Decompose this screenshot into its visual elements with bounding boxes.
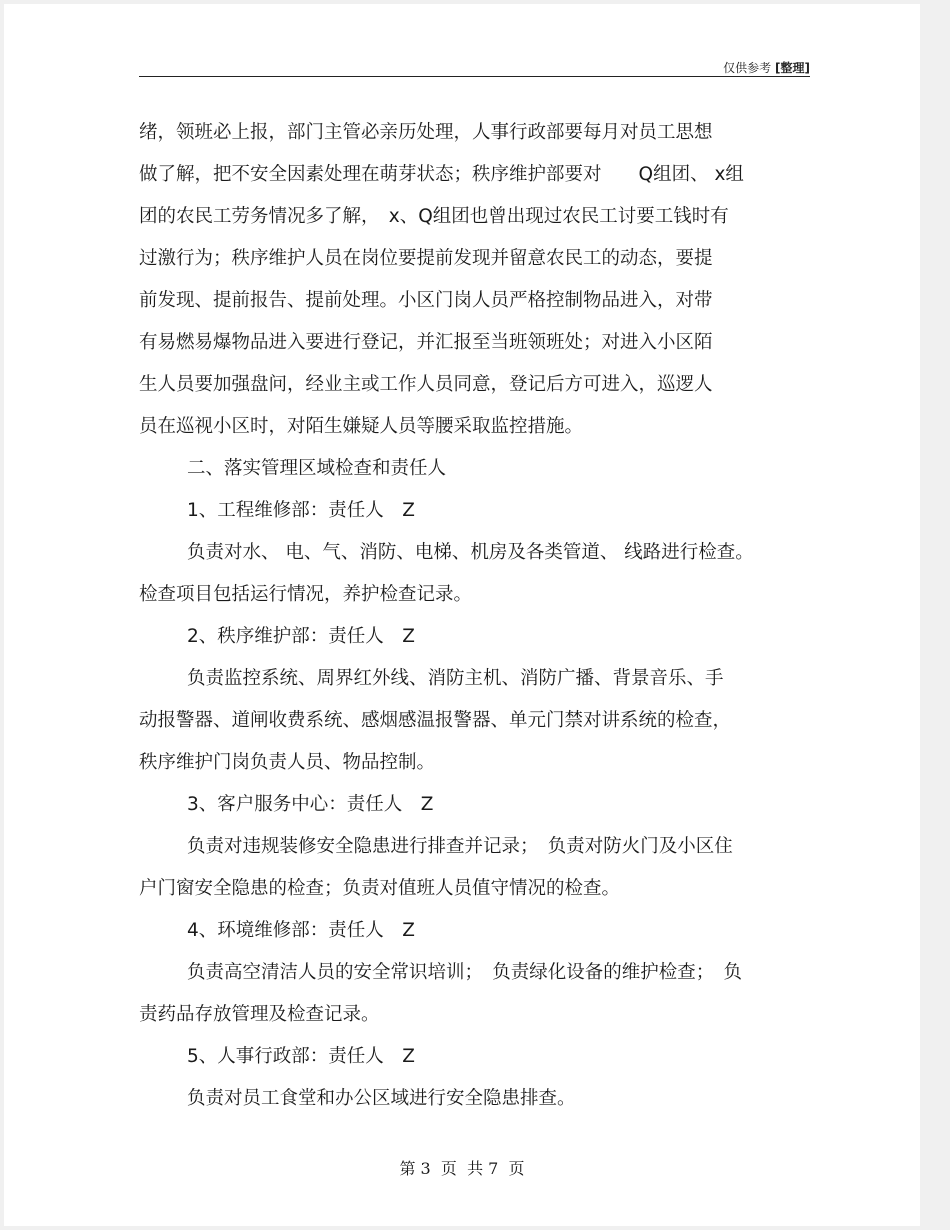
text-line: 检查项目包括运行情况，养护检查记录。 — [139, 584, 473, 605]
item-heading: 3、客户服务中心：责任人 Z — [187, 794, 434, 815]
header-note-text: 仅供参考 — [723, 61, 772, 75]
header-note — [723, 59, 810, 76]
text-line: 负责监控系统、周界红外线、消防主机、消防广播、背景音乐、手 — [187, 668, 724, 689]
text-line: 生人员要加强盘问，经业主或工作人员同意，登记后方可进入，巡逻人 — [139, 374, 713, 395]
body-text — [139, 112, 819, 1120]
text-line: 绪，领班必上报，部门主管必亲历处理，人事行政部要每月对员工思想 — [139, 122, 713, 143]
item-heading: 5、人事行政部：责任人 Z — [187, 1046, 415, 1067]
section-heading: 二、落实管理区域检查和责任人 — [187, 458, 447, 479]
text-line: 负责对水、 电、气、消防、电梯、机房及各类管道、 线路进行检查。 — [187, 542, 754, 563]
text-line: 有易燃易爆物品进入要进行登记，并汇报至当班领班处；对进入小区陌 — [139, 332, 713, 353]
text-line: 户门窗安全隐患的检查；负责对值班人员值守情况的检查。 — [139, 878, 621, 899]
text-line: 员在巡视小区时，对陌生嫌疑人员等腰采取监控措施。 — [139, 416, 584, 437]
document-page — [4, 4, 920, 1226]
text-line: 责药品存放管理及检查记录。 — [139, 1004, 380, 1025]
item-heading: 1、工程维修部：责任人 Z — [187, 500, 415, 521]
text-line: 前发现、提前报告、提前处理。小区门岗人员严格控制物品进入，对带 — [139, 290, 713, 311]
text-line: 秩序维护门岗负责人员、物品控制。 — [139, 752, 436, 773]
text-line: 负责高空清洁人员的安全常识培训； 负责绿化设备的维护检查； 负 — [187, 962, 743, 983]
text-line: 负责对员工食堂和办公区域进行安全隐患排查。 — [187, 1088, 576, 1109]
text-line: 负责对违规装修安全隐患进行排查并记录； 负责对防火门及小区住 — [187, 836, 733, 857]
text-line: 过激行为；秩序维护人员在岗位要提前发现并留意农民工的动态，要提 — [139, 248, 713, 269]
header-rule — [139, 76, 810, 77]
header-note-bracket: [整理] — [775, 61, 810, 75]
item-heading: 4、环境维修部：责任人 Z — [187, 920, 415, 941]
item-heading: 2、秩序维护部：责任人 Z — [187, 626, 415, 647]
text-line: 团的农民工劳务情况多了解， x、Q组团也曾出现过农民工讨要工钱时有 — [139, 206, 729, 227]
text-line: 动报警器、道闸收费系统、感烟感温报警器、单元门禁对讲系统的检查， — [139, 710, 732, 731]
page-number-footer: 第 3 页 共 7 页 — [399, 1159, 525, 1178]
text-line: 做了解，把不安全因素处理在萌芽状态；秩序维护部要对 Q组团、 x组 — [139, 164, 744, 185]
